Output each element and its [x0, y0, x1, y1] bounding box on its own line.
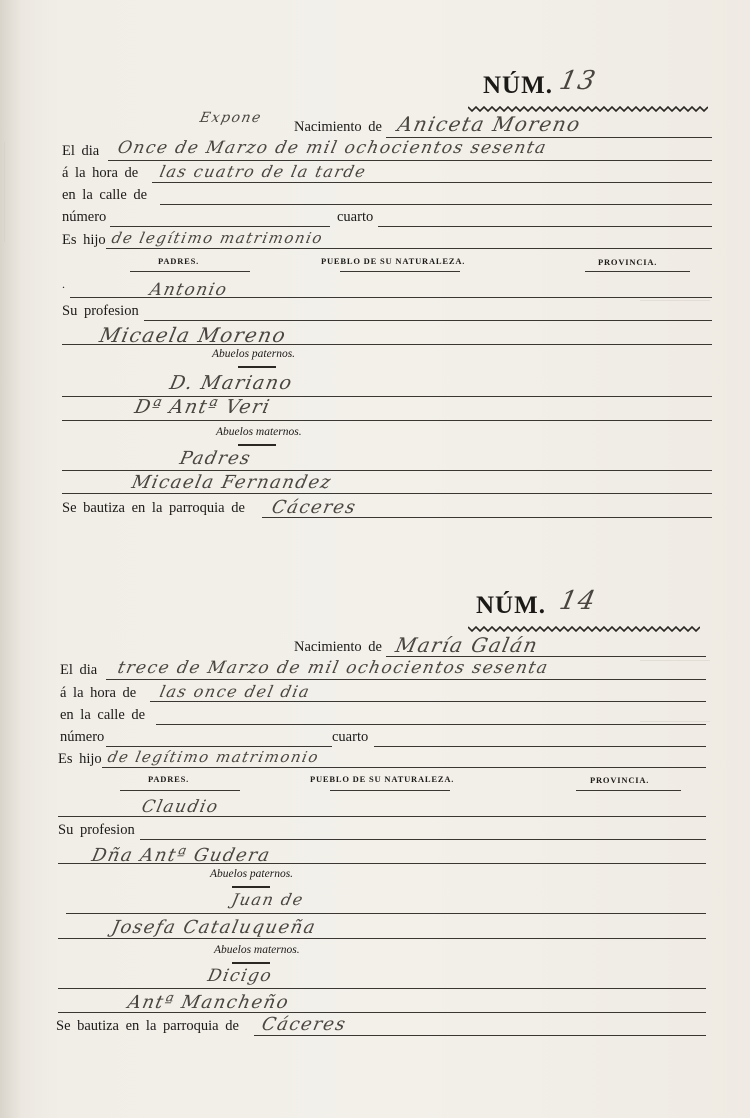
field-line: [62, 420, 712, 421]
abuelos-paternos-label: Abuelos paternos.: [212, 348, 296, 360]
abuelo-paterno-2: Dª Antª Veri: [132, 396, 273, 418]
record-number-value: 14: [556, 586, 600, 616]
dia-value: Once de Marzo de mil ochocientos sesenta: [115, 138, 549, 158]
padre-value: Antonio: [147, 280, 230, 300]
column-rule: [120, 790, 240, 791]
nacimiento-value: Aniceta Moreno: [395, 112, 584, 136]
numero-label: número: [60, 729, 105, 745]
abuelo-paterno-2: Josefa Cataluqueña: [109, 917, 319, 938]
record-number-value: 13: [556, 66, 600, 96]
numero-label: número: [62, 209, 107, 225]
row-dot: .: [62, 277, 65, 291]
field-line: [110, 226, 330, 227]
column-rule: [330, 790, 450, 791]
col-provincia: PROVINCIA.: [590, 775, 650, 785]
record-number: [476, 592, 546, 620]
dia-label: El dia: [60, 662, 98, 678]
field-line: [378, 226, 712, 227]
field-line: [144, 320, 712, 321]
bleed-through-mark: [4, 142, 65, 242]
bleed-through-mark: [640, 660, 710, 722]
abuelo-materno-2: Micaela Fernandez: [129, 472, 334, 493]
profesion-label: Su profesion: [62, 303, 139, 319]
hora-label: á la hora de: [62, 165, 139, 181]
hora-value: las cuatro de la tarde: [157, 162, 369, 181]
field-line: [62, 470, 712, 471]
abuelo-paterno-1: D. Mariano: [167, 372, 295, 394]
cuarto-label: cuarto: [332, 729, 369, 745]
dia-label: El dia: [62, 143, 100, 159]
bleed-through-mark: [640, 300, 710, 331]
field-line: [106, 248, 712, 249]
section-dash: [238, 444, 276, 446]
field-line: [386, 656, 706, 657]
hijo-value: de legítimo matrimonio: [106, 748, 321, 766]
field-line: [140, 839, 706, 840]
abuelo-materno-2: Antª Mancheño: [125, 992, 292, 1013]
hora-value: las once del dia: [157, 682, 313, 701]
number-label: NÚM.: [483, 72, 553, 99]
abuelos-maternos-label: Abuelos maternos.: [216, 426, 302, 438]
col-pueblo: PUEBLO DE SU NATURALEZA.: [310, 774, 455, 784]
field-line: [66, 913, 706, 914]
parroquia-label: Se bautiza en la parroquia de: [62, 500, 245, 516]
nacimiento-value: María Galán: [393, 633, 541, 657]
col-padres: PADRES.: [148, 774, 190, 784]
field-line: [62, 493, 712, 494]
field-line: [150, 701, 706, 702]
field-line: [254, 1035, 706, 1036]
profesion-label: Su profesion: [58, 822, 135, 838]
field-line: [58, 816, 706, 817]
abuelos-paternos-label: Abuelos paternos.: [210, 868, 294, 880]
abuelos-maternos-label: Abuelos maternos.: [214, 944, 300, 956]
cuarto-label: cuarto: [337, 209, 374, 225]
record-number: [483, 72, 553, 100]
field-line: [58, 1012, 706, 1013]
padre-value: Claudio: [139, 797, 221, 817]
nacimiento-label: Nacimiento de: [294, 119, 382, 135]
parroquia-label: Se bautiza en la parroquia de: [56, 1018, 239, 1034]
field-line: [262, 517, 712, 518]
madre-value: Dña Antª Gudera: [89, 845, 273, 866]
field-line: [152, 182, 712, 183]
ornamental-rule: [468, 626, 700, 632]
column-rule: [576, 790, 681, 791]
field-line: [62, 344, 712, 345]
madre-value: Micaela Moreno: [97, 323, 289, 347]
field-line: [102, 767, 706, 768]
column-rule: [585, 271, 690, 272]
col-provincia: PROVINCIA.: [598, 257, 658, 267]
field-line: [106, 746, 332, 747]
section-dash: [232, 962, 270, 964]
field-line: [374, 746, 706, 747]
parroquia-value: Cáceres: [259, 1014, 349, 1035]
field-line: [160, 204, 712, 205]
hijo-label: Es hijo: [62, 232, 106, 248]
hora-label: á la hora de: [60, 685, 137, 701]
column-rule: [340, 271, 460, 272]
col-pueblo: PUEBLO DE SU NATURALEZA.: [321, 256, 466, 266]
nacimiento-label: Nacimiento de: [294, 639, 382, 655]
abuelo-paterno-1: Juan de: [229, 890, 306, 909]
field-line: [106, 679, 706, 680]
field-line: [58, 938, 706, 939]
hijo-value: de legítimo matrimonio: [110, 229, 325, 247]
column-rule: [130, 271, 250, 272]
calle-label: en la calle de: [62, 187, 148, 203]
col-padres: PADRES.: [158, 256, 200, 266]
dia-value: trece de Marzo de mil ochocientos sesenta: [115, 658, 551, 678]
field-line: [58, 863, 706, 864]
nacimiento-prefix: Expone: [198, 110, 264, 126]
field-line: [70, 297, 712, 298]
abuelo-materno-1: Padres: [177, 448, 254, 469]
number-label: NÚM.: [476, 592, 546, 619]
field-line: [156, 724, 706, 725]
abuelo-materno-1: Dicigo: [205, 966, 275, 986]
field-line: [58, 988, 706, 989]
hijo-label: Es hijo: [58, 751, 102, 767]
field-line: [108, 160, 712, 161]
section-dash: [238, 366, 276, 368]
calle-label: en la calle de: [60, 707, 146, 723]
parroquia-value: Cáceres: [269, 497, 359, 518]
section-dash: [232, 886, 270, 888]
